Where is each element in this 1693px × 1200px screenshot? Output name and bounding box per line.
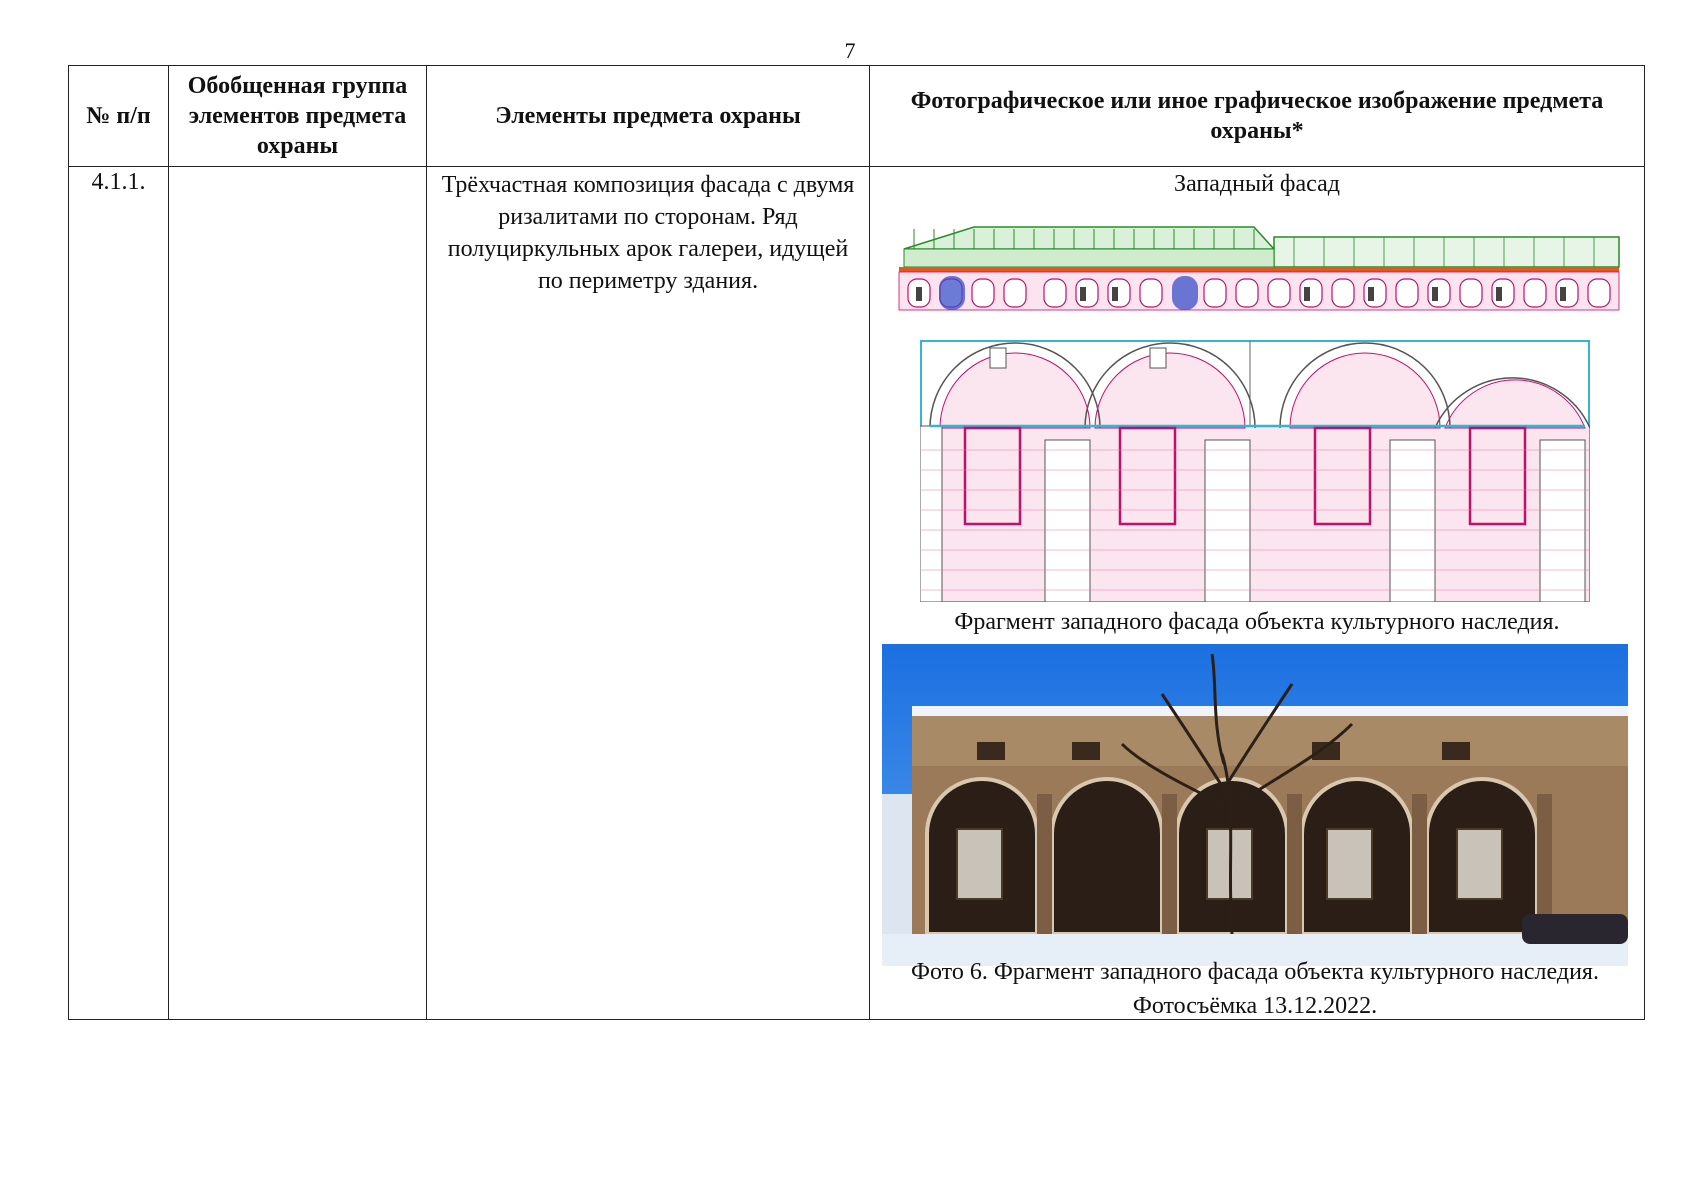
arch-fragment-drawing-icon — [920, 340, 1590, 602]
table-header-row — [69, 66, 1645, 167]
row-elements: Трёхчастная композиция фасада с двумя ризалитами по сторонам. Ряд полуциркульных арок галереи, идущей по периметру здания. — [427, 167, 870, 1020]
row-number: 4.1.1. — [69, 167, 169, 1020]
header-elements: Элементы предмета охраны — [427, 66, 870, 167]
header-number: № п/п — [69, 66, 169, 167]
caption-drawing: Фрагмент западного фасада объекта культурного наследия. — [954, 609, 1560, 635]
header-image: Фотографическое или иное графическое изображение предмета охраны* — [870, 66, 1645, 167]
image-title: Западный фасад — [1174, 171, 1340, 197]
page-number: 7 — [844, 38, 856, 63]
header-group: Обобщенная группа элементов предмета охраны — [169, 66, 427, 167]
table-row — [69, 167, 1645, 1020]
row-group — [169, 167, 427, 1020]
protection-table — [68, 65, 1645, 1020]
row-image-cell — [870, 167, 1645, 1020]
caption-photo: Фото 6. Фрагмент западного фасада объекта культурного наследия. Фотосъёмка 13.12.2022. — [911, 959, 1599, 1019]
facade-elevation-drawing-icon — [894, 219, 1624, 313]
building-photo-icon — [882, 644, 1628, 966]
